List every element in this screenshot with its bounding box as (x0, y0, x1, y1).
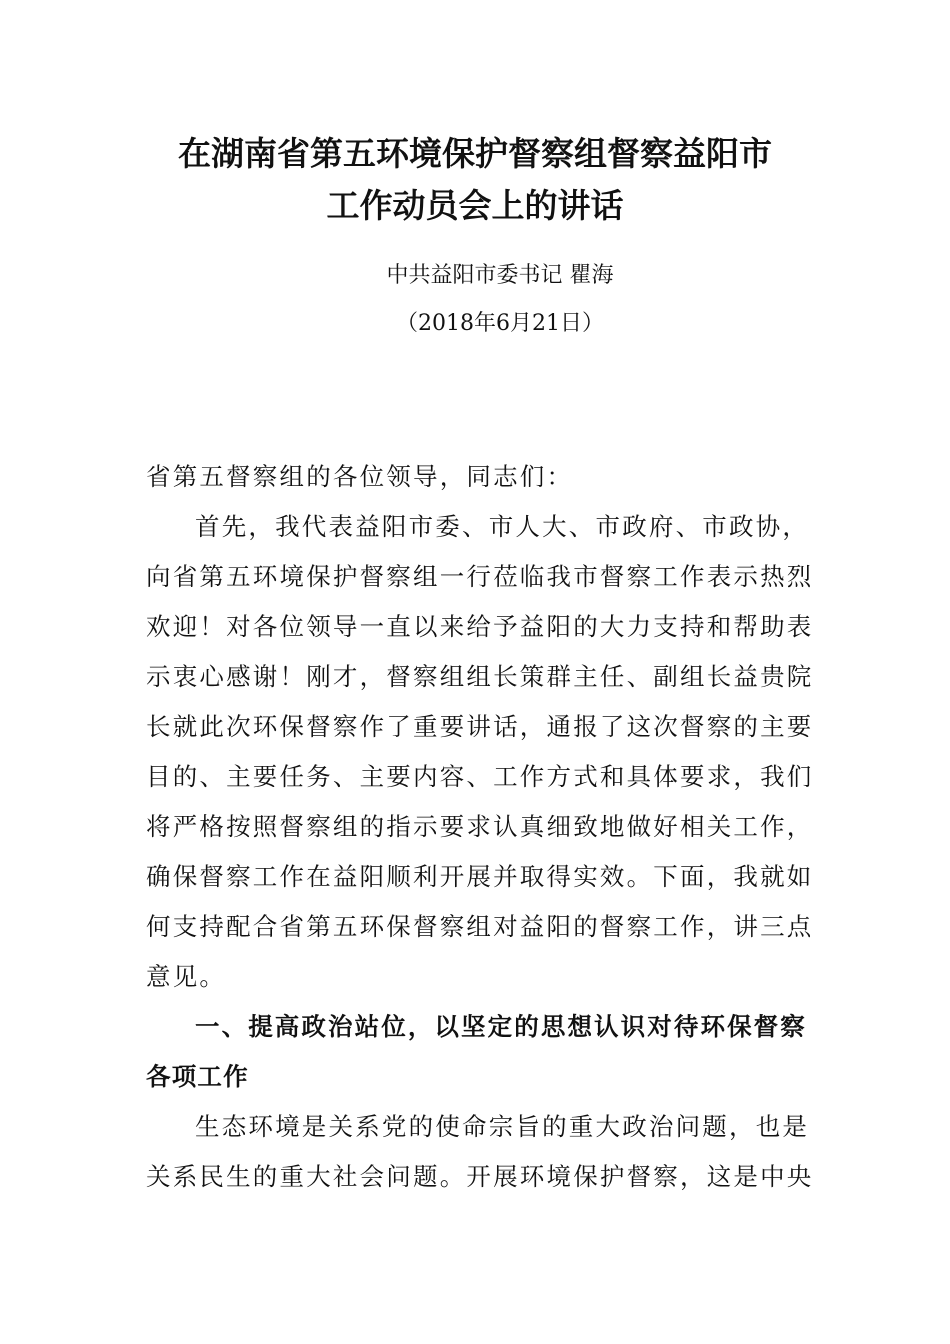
paragraph-line: 关系民生的重大社会问题。开展环境保护督察，这是中央 (146, 1162, 814, 1191)
paragraph-line: 欢迎！对各位领导一直以来给予益阳的大力支持和帮助表 (146, 612, 814, 641)
paragraph-line: 向省第五环境保护督察组一行莅临我市督察工作表示热烈 (146, 562, 814, 591)
section-heading-line: 一、提高政治站位，以坚定的思想认识对待环保督察 (195, 1012, 806, 1041)
paragraph-line: 意见。 (146, 962, 227, 991)
document-title-line-1: 在湖南省第五环境保护督察组督察益阳市 (178, 134, 772, 173)
document-title-line-2: 工作动员会上的讲话 (326, 186, 624, 225)
paragraph-line: 目的、主要任务、主要内容、工作方式和具体要求，我们 (146, 762, 814, 791)
paragraph-line: 首先，我代表益阳市委、市人大、市政府、市政协， (195, 512, 810, 541)
paragraph-line: 何支持配合省第五环保督察组对益阳的督察工作，讲三点 (146, 912, 814, 941)
paragraph-line: 示衷心感谢！刚才，督察组组长策群主任、副组长益贵院 (146, 662, 814, 691)
section-heading-line: 各项工作 (146, 1062, 249, 1091)
salutation: 省第五督察组的各位领导，同志们： (146, 462, 574, 491)
document-author: 中共益阳市委书记 瞿海 (386, 263, 614, 288)
paragraph-line: 将严格按照督察组的指示要求认真细致地做好相关工作， (146, 812, 814, 841)
document-date: （2018年6月21日） (396, 311, 604, 336)
paragraph-line: 生态环境是关系党的使命宗旨的重大政治问题，也是 (195, 1112, 810, 1141)
paragraph-line: 确保督察工作在益阳顺利开展并取得实效。下面，我就如 (146, 862, 814, 891)
paragraph-line: 长就此次环保督察作了重要讲话，通报了这次督察的主要 (146, 712, 814, 741)
